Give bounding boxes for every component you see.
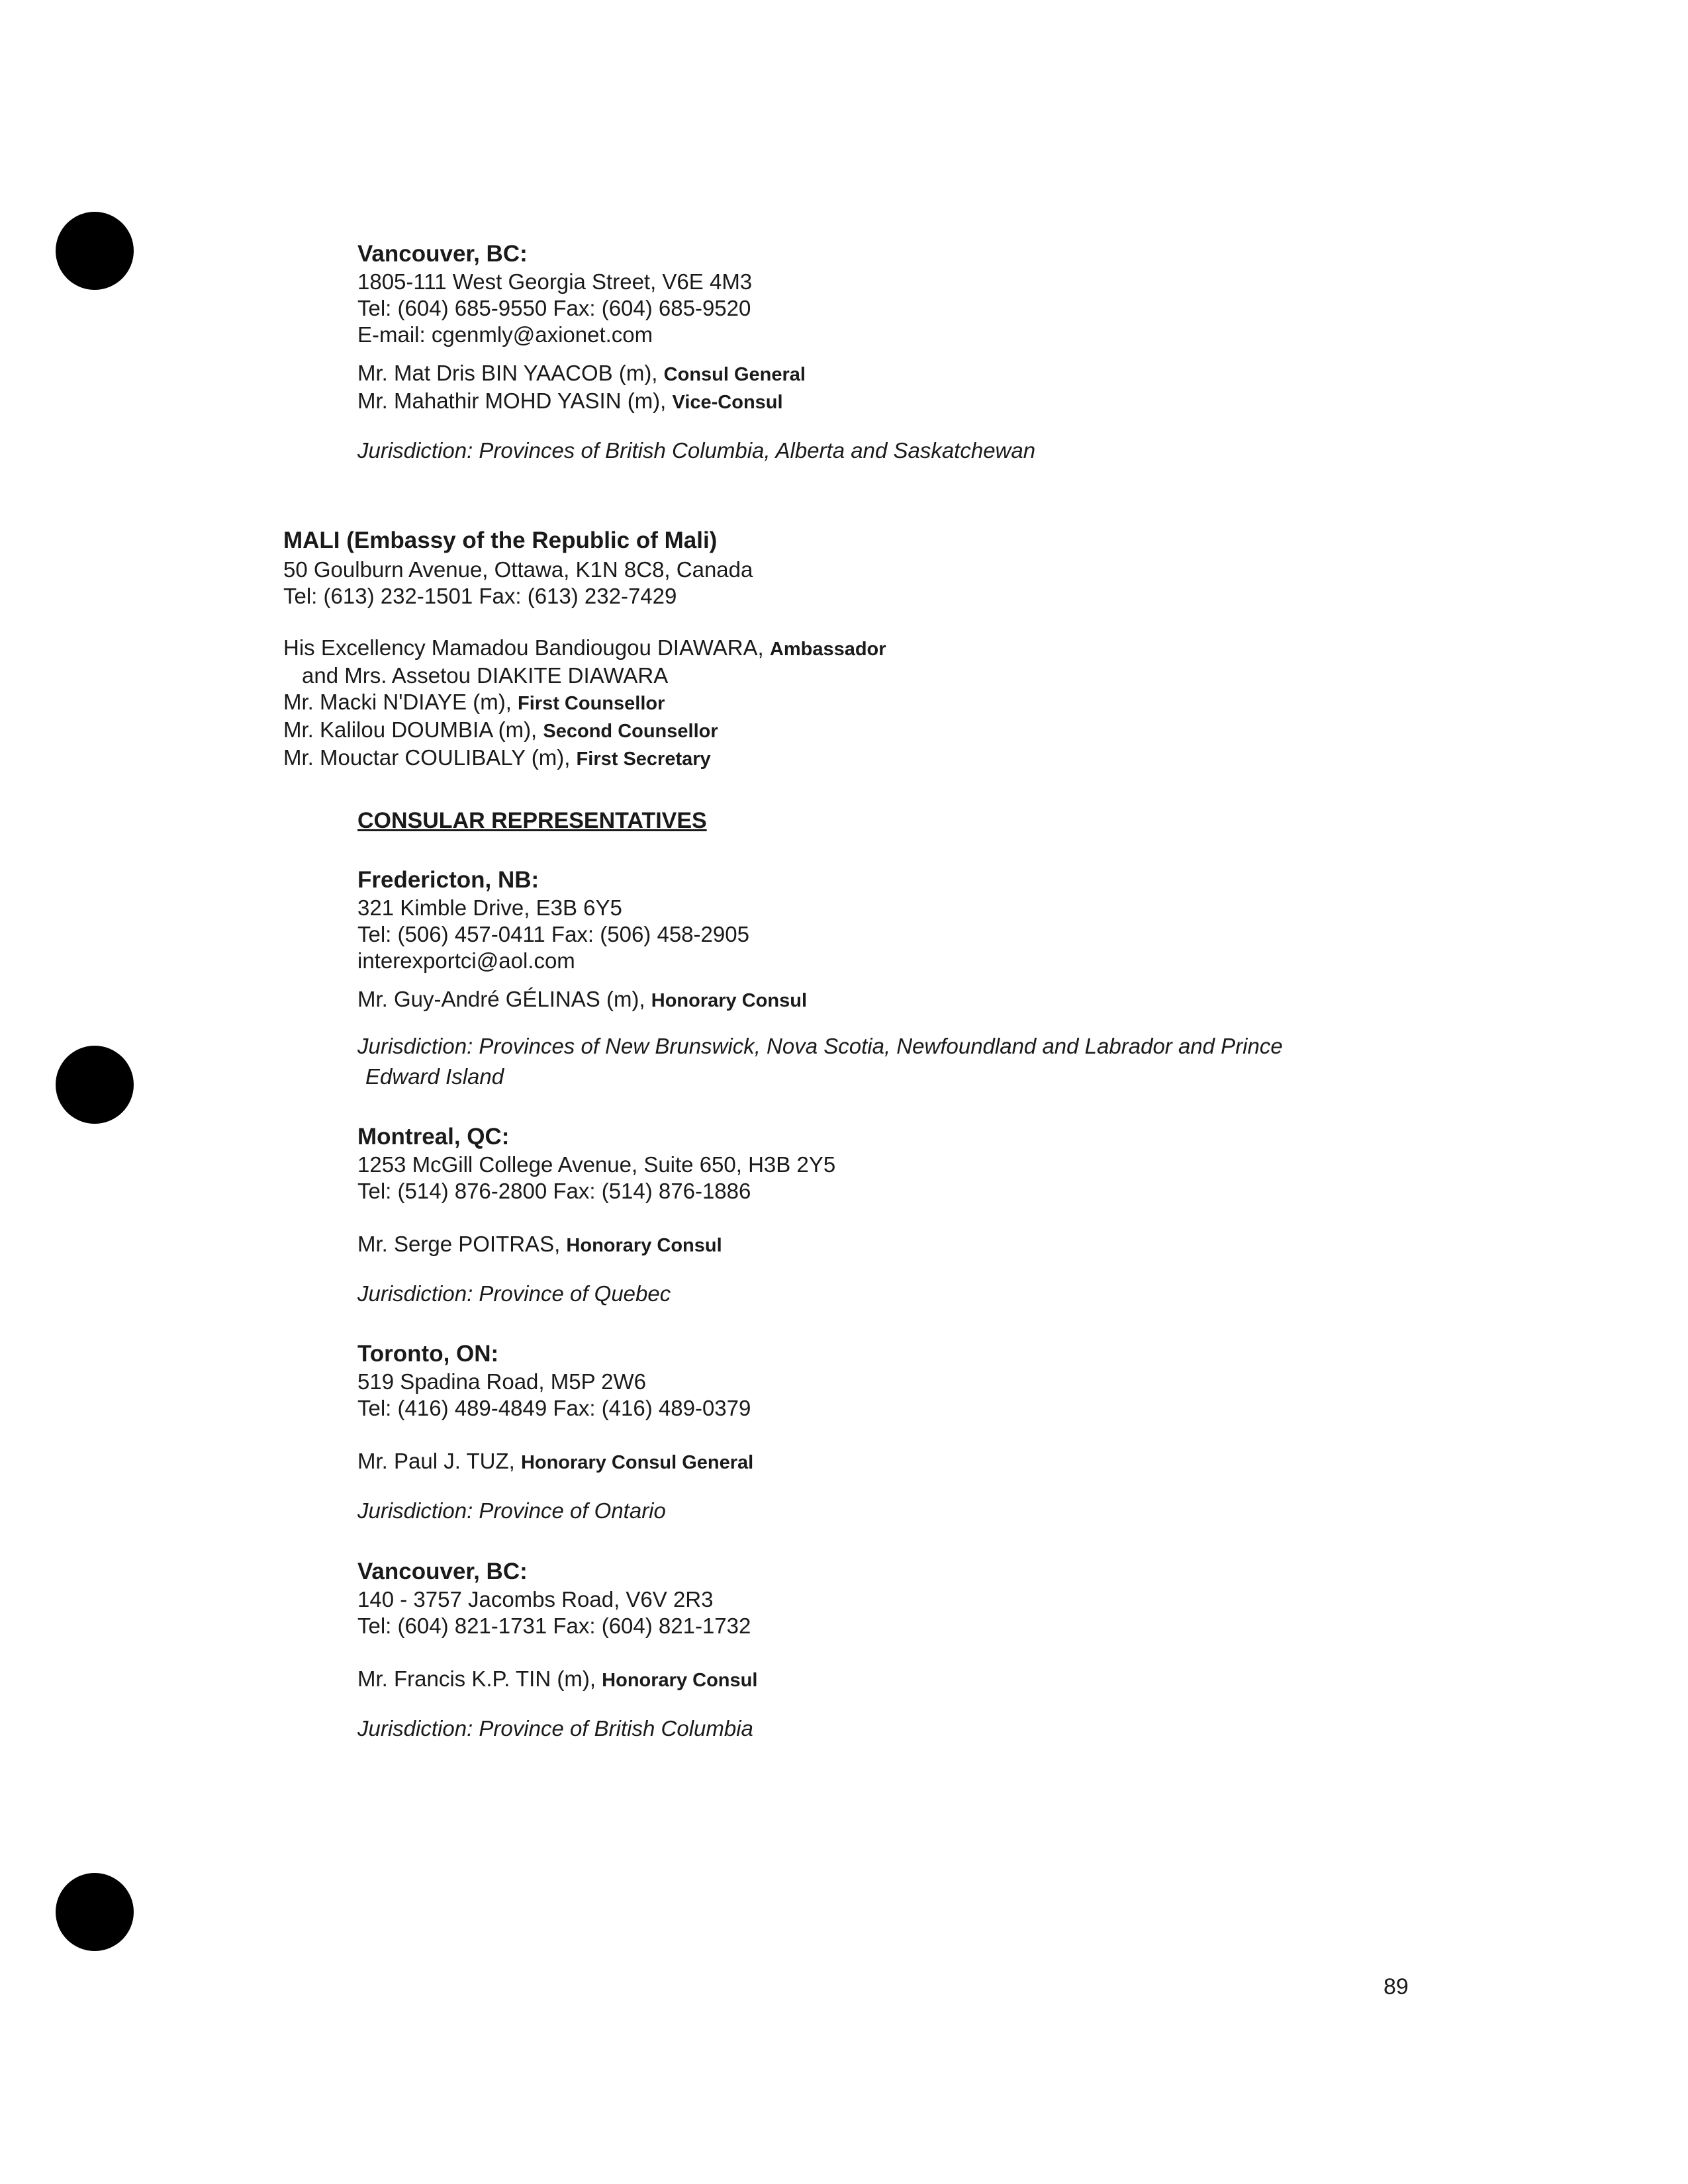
vancouver-consulate-block bbox=[357, 240, 1035, 466]
punch-hole-middle bbox=[56, 1046, 134, 1124]
punch-hole-bottom bbox=[56, 1873, 134, 1951]
phone-line: Tel: (416) 489-4849 Fax: (416) 489-0379 bbox=[357, 1396, 751, 1420]
page-number: 89 bbox=[1383, 1974, 1409, 1999]
staff-line: Mr. Mat Dris BIN YAACOB (m), Consul General bbox=[357, 361, 806, 385]
phone-line: Tel: (613) 232-1501 Fax: (613) 232-7429 bbox=[283, 584, 677, 608]
jurisdiction-line-continued: Edward Island bbox=[365, 1064, 504, 1089]
vancouver-honorary-block bbox=[357, 1557, 757, 1744]
staff-line: Mr. Francis K.P. TIN (m), Honorary Consul bbox=[357, 1666, 758, 1691]
phone-line: Tel: (604) 821-1731 Fax: (604) 821-1732 bbox=[357, 1614, 751, 1638]
staff-line: Mr. Macki N'DIAYE (m), First Counsellor bbox=[283, 690, 665, 714]
city-heading: Vancouver, BC: bbox=[357, 241, 528, 267]
email-line: E-mail: cgenmly@axionet.com bbox=[357, 322, 653, 347]
fredericton-block bbox=[357, 866, 1283, 1092]
phone-line: Tel: (514) 876-2800 Fax: (514) 876-1886 bbox=[357, 1179, 751, 1203]
phone-line: Tel: (604) 685-9550 Fax: (604) 685-9520 bbox=[357, 296, 751, 320]
jurisdiction-line: Jurisdiction: Provinces of New Brunswick, Nova Scotia, Newfoundland and Labrador and Prince bbox=[357, 1034, 1283, 1058]
address-line: 50 Goulburn Avenue, Ottawa, K1N 8C8, Canada bbox=[283, 557, 753, 582]
phone-line: Tel: (506) 457-0411 Fax: (506) 458-2905 bbox=[357, 922, 749, 946]
address-line: 1253 McGill College Avenue, Suite 650, H3B 2Y5 bbox=[357, 1152, 836, 1177]
country-heading: MALI (Embassy of the Republic of Mali) bbox=[283, 527, 718, 553]
address-line: 140 - 3757 Jacombs Road, V6V 2R3 bbox=[357, 1587, 714, 1612]
jurisdiction-line: Jurisdiction: Province of Quebec bbox=[357, 1281, 671, 1306]
address-line: 519 Spadina Road, M5P 2W6 bbox=[357, 1369, 647, 1394]
staff-line: Mr. Serge POITRAS, Honorary Consul bbox=[357, 1232, 722, 1256]
email-line: interexportci@aol.com bbox=[357, 948, 575, 973]
spouse-line: and Mrs. Assetou DIAKITE DIAWARA bbox=[302, 663, 669, 688]
mali-embassy-block bbox=[283, 526, 886, 772]
staff-line: Mr. Mouctar COULIBALY (m), First Secretary bbox=[283, 745, 711, 770]
city-heading: Fredericton, NB: bbox=[357, 867, 539, 893]
montreal-block bbox=[357, 1122, 835, 1309]
staff-line: Mr. Kalilou DOUMBIA (m), Second Counsellor bbox=[283, 717, 718, 742]
address-line: 1805-111 West Georgia Street, V6E 4M3 bbox=[357, 269, 753, 294]
punch-hole-top bbox=[56, 212, 134, 290]
staff-line: Mr. Guy-André GÉLINAS (m), Honorary Consul bbox=[357, 987, 808, 1011]
address-line: 321 Kimble Drive, E3B 6Y5 bbox=[357, 895, 622, 920]
staff-line: Mr. Mahathir MOHD YASIN (m), Vice-Consul bbox=[357, 388, 783, 413]
city-heading: Toronto, ON: bbox=[357, 1341, 499, 1367]
jurisdiction-line: Jurisdiction: Provinces of British Columbia, Alberta and Saskatchewan bbox=[357, 438, 1036, 463]
consular-representatives-heading bbox=[357, 806, 707, 835]
toronto-block bbox=[357, 1340, 753, 1526]
staff-line: His Excellency Mamadou Bandiougou DIAWARA, Ambassador bbox=[283, 635, 886, 660]
section-heading: CONSULAR REPRESENTATIVES bbox=[357, 808, 707, 833]
jurisdiction-line: Jurisdiction: Province of British Columbia bbox=[357, 1716, 753, 1741]
staff-line: Mr. Paul J. TUZ, Honorary Consul General bbox=[357, 1449, 754, 1473]
city-heading: Vancouver, BC: bbox=[357, 1559, 528, 1584]
city-heading: Montreal, QC: bbox=[357, 1124, 510, 1150]
jurisdiction-line: Jurisdiction: Province of Ontario bbox=[357, 1498, 666, 1523]
